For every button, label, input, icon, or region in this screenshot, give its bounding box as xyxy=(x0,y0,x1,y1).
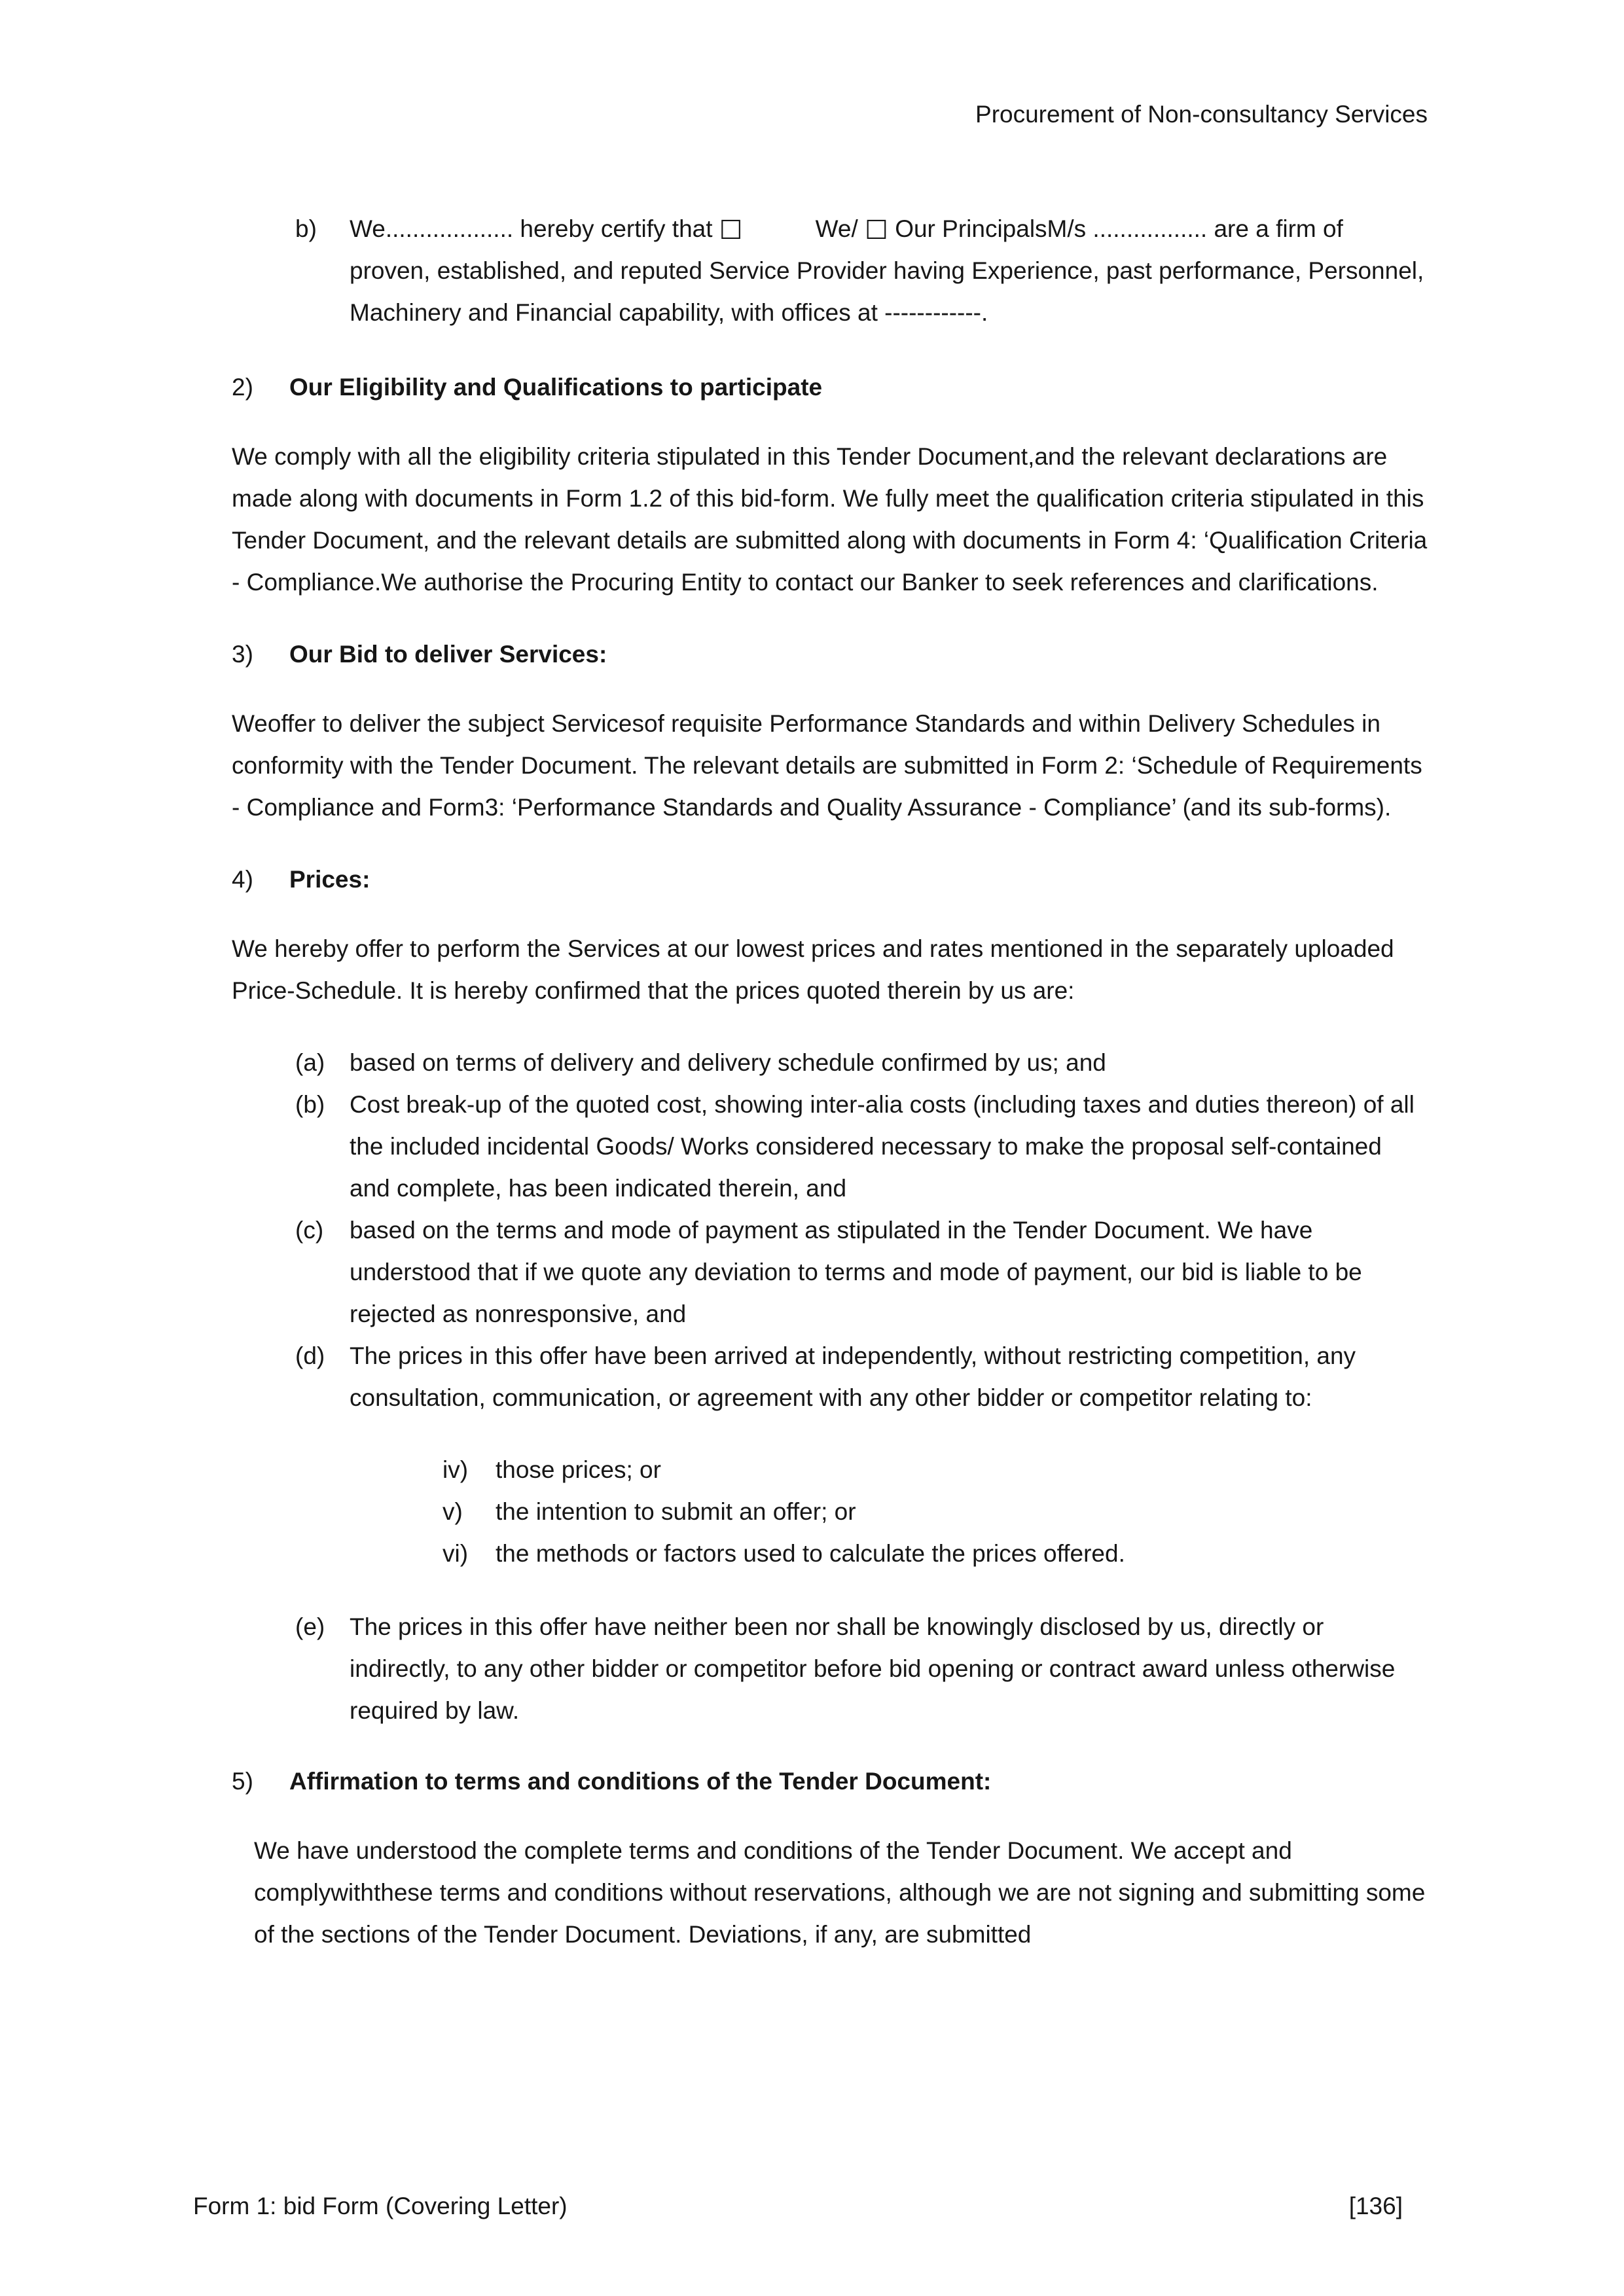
sublist-item-label: iv) xyxy=(442,1456,469,1483)
list-item-text: The prices in this offer have been arrived at independently, without restricting competition, any consultation, communication, or agreement with any other bidder or competitor relating to: xyxy=(350,1342,1356,1411)
footer-form-label: Form 1: bid Form (Covering Letter) xyxy=(193,2193,568,2219)
we-checkbox-icon[interactable]: ☐ xyxy=(719,215,743,245)
price-condition-e xyxy=(295,1606,1428,1732)
section-4-heading xyxy=(232,859,1428,901)
page-header xyxy=(232,98,1428,131)
sublist-item xyxy=(442,1449,1428,1491)
certify-text-part3: Our PrincipalsM/s ................. are a firm of proven, established, and reputed Service Provider having Experience, past performance, Personnel, Machinery and Financial capability, with offices at ------------. xyxy=(350,215,1424,326)
certify-list-item xyxy=(295,208,1428,334)
footer-page-number: [136] xyxy=(1348,2193,1403,2219)
section-5-paragraph: We have understood the complete terms and conditions of the Tender Document. We accept and complywiththese terms and conditions without reservations, although we are not signing and submitting some of the sections of the Tender Document. Deviations, if any, are submitted xyxy=(254,1837,1426,1948)
section-3-title: Our Bid to deliver Services: xyxy=(289,641,607,668)
list-item xyxy=(295,1042,1428,1084)
section-3-number: 3) xyxy=(232,641,253,668)
sublist-item-label: v) xyxy=(442,1498,463,1525)
certify-text-part2: We/ xyxy=(742,215,865,242)
section-5-heading xyxy=(232,1761,1428,1803)
section-2-paragraph: We comply with all the eligibility criteria stipulated in this Tender Document,and the relevant declarations are made along with documents in Form 1.2 of this bid-form. We fully meet the qualification criteria stipulated in this Tender Document, and the relevant details are submitted along with documents in Form 4: ‘Qualification Criteria - Compliance.We authorise the Procuring Entity to contact our Banker to seek references and clarifications. xyxy=(232,443,1428,596)
certify-item-text xyxy=(350,208,1428,334)
certify-item-label: b) xyxy=(295,215,317,242)
list-item-label: (a) xyxy=(295,1049,325,1076)
list-item-label: (d) xyxy=(295,1342,325,1369)
sublist-item-text: the methods or factors used to calculate the prices offered. xyxy=(496,1540,1125,1567)
list-item-text: based on the terms and mode of payment as stipulated in the Tender Document. We have understood that if we quote any deviation to terms and mode of payment, our bid is liable to be rejected as nonresponsive, and xyxy=(350,1217,1362,1327)
section-3-paragraph: Weoffer to deliver the subject Servicesof requisite Performance Standards and within Delivery Schedules in conformity with the Tender Document. The relevant details are submitted in Form 2: ‘Schedule of Requirements - Compliance and Form3: ‘Performance Standards and Quality Assurance - Compliance’ (and its sub-forms). xyxy=(232,710,1422,821)
principals-checkbox-icon[interactable]: ☐ xyxy=(865,215,888,245)
list-item-text: The prices in this offer have neither been nor shall be knowingly disclosed by us, directly or indirectly, to any other bidder or competitor before bid opening or contract award unless otherwise required by law. xyxy=(350,1613,1396,1724)
sublist-item-text: the intention to submit an offer; or xyxy=(496,1498,856,1525)
certify-text-part1: We................... hereby certify that xyxy=(350,215,719,242)
section-2-number: 2) xyxy=(232,374,253,401)
sublist-item xyxy=(442,1533,1428,1575)
section-4-paragraph: We hereby offer to perform the Services at our lowest prices and rates mentioned in the separately uploaded Price-Schedule. It is hereby confirmed that the prices quoted therein by us are: xyxy=(232,935,1394,1004)
list-item-label: (e) xyxy=(295,1613,325,1640)
sublist-item xyxy=(442,1491,1428,1533)
sublist-item-text: those prices; or xyxy=(496,1456,661,1483)
section-5-title: Affirmation to terms and conditions of the Tender Document: xyxy=(289,1768,992,1795)
section-5-number: 5) xyxy=(232,1768,253,1795)
list-item xyxy=(295,1210,1428,1335)
sublist-item-label: vi) xyxy=(442,1540,469,1567)
header-title: Procurement of Non-consultancy Services xyxy=(975,101,1428,128)
list-item-text: Cost break-up of the quoted cost, showing inter-alia costs (including taxes and duties thereon) of all the included incidental Goods/ Works considered necessary to make the proposal self-contained and complete, has been indicated therein, and xyxy=(350,1091,1415,1202)
list-item-label: (b) xyxy=(295,1091,325,1118)
price-factors-sublist xyxy=(442,1449,1428,1575)
list-item xyxy=(295,1335,1428,1419)
page-footer xyxy=(193,2190,1403,2223)
section-2-heading xyxy=(232,367,1428,408)
list-item-label: (c) xyxy=(295,1217,324,1244)
section-3-heading xyxy=(232,634,1428,675)
section-2-title: Our Eligibility and Qualifications to participate xyxy=(289,374,823,401)
list-item-text: based on terms of delivery and delivery schedule confirmed by us; and xyxy=(350,1049,1106,1076)
price-conditions-list xyxy=(232,1042,1428,1419)
section-4-number: 4) xyxy=(232,866,253,893)
list-item xyxy=(295,1084,1428,1210)
section-4-title: Prices: xyxy=(289,866,370,893)
